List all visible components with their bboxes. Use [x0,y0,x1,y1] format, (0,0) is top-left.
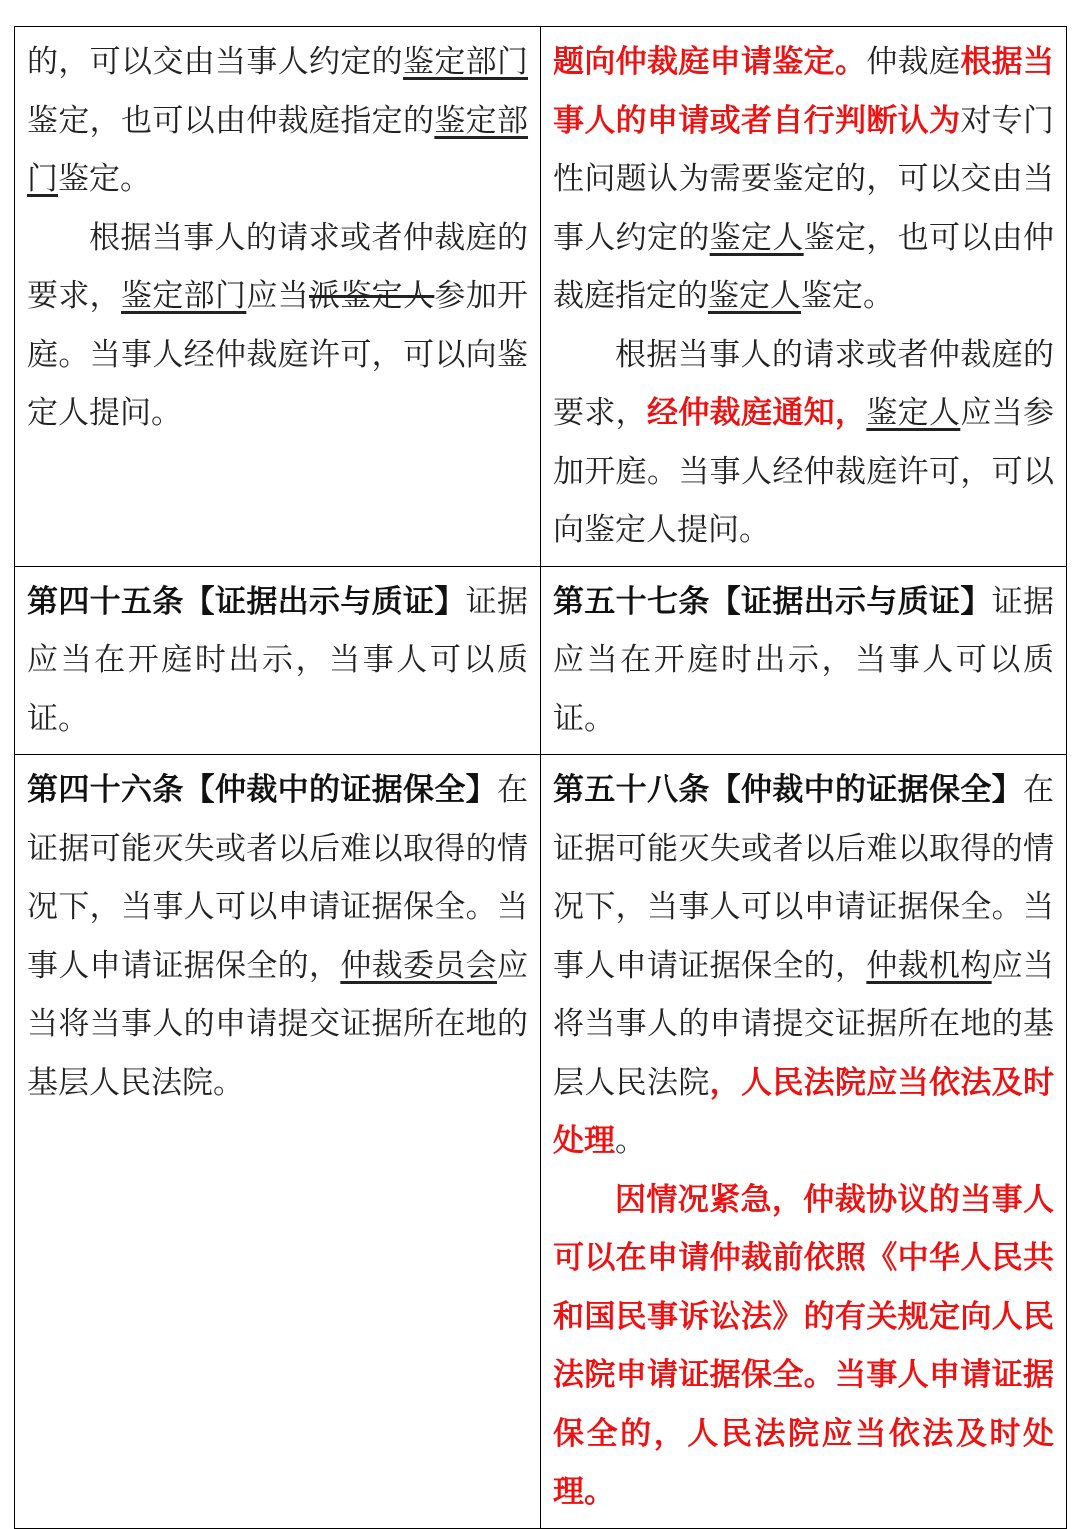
table-row [15,755,1067,1529]
underlined-text: 鉴定部门 [403,44,528,80]
text-run: 根据当事人的请求或者仲裁庭的要求， [27,219,528,314]
added-text: 因情况紧急，仲裁协议的当事人可以在申请仲裁前依照《中华人民共和国民事诉讼法》的有关规定向人民法院申请证据保全。当事人申请证据保全的，人民法院应当依法及时处理。 [553,1181,1054,1510]
text-run: 应当 [246,278,310,314]
underlined-text: 仲裁机构 [866,947,992,984]
old-paragraph [27,209,528,443]
underlined-text: 鉴定部门 [27,102,529,197]
old-text-cell [15,27,541,567]
comparison-table [14,26,1067,1529]
underlined-text: 鉴定部门 [121,278,247,314]
text-run: 根据当事人的请求或者仲裁庭的要求， [553,336,1054,431]
text-run: 仲裁庭 [866,44,961,80]
text-run: 对专门性问题认为需要鉴定的，可以交由当事人约定的 [553,102,1055,256]
text-run: 的，可以交由当事人约定的 [27,44,403,80]
old-article [27,573,528,749]
text-run: 证据应当在开庭时出示，当事人可以质证。 [27,583,529,737]
added-text: 题向仲裁庭申请鉴定。 [553,44,867,80]
table-row [15,27,1067,567]
new-text-cell [541,566,1067,755]
text-run: 应当将当事人的申请提交证据所在地的基层人民法院 [553,947,1055,1101]
added-text: ，人民法院应当依法及时处理 [553,1064,1055,1159]
underlined-text: 仲裁委员会 [340,947,498,984]
new-article [553,573,1054,749]
text-run: 鉴定，也可以由仲裁庭指定的 [553,219,1055,314]
article-heading: 第五十七条【证据出示与质证】 [553,583,992,620]
underlined-text: 鉴定人 [709,219,804,256]
new-paragraph [553,1171,1054,1522]
text-run: 参加开庭。当事人经仲裁庭许可，可以向鉴定人提问。 [27,278,529,431]
text-run: 。 [615,1123,646,1159]
deleted-text: 派鉴定人 [309,278,435,314]
article-heading: 第四十六条【仲裁中的证据保全】 [27,772,497,808]
underlined-text: 鉴定人 [866,395,961,431]
article-heading: 第五十八条【仲裁中的证据保全】 [553,772,1023,808]
text-run: 鉴定，也可以由仲裁庭指定的 [27,102,435,139]
article-heading: 第四十五条【证据出示与质证】 [27,583,466,620]
text-run: 证据应当在开庭时出示，当事人可以质证。 [553,583,1055,737]
new-article [553,761,1054,1171]
text-run: 鉴定。 [801,278,894,314]
added-text: 经仲裁庭通知， [647,395,867,431]
text-run: 应当将当事人的申请提交证据所在地的基层人民法院。 [27,947,529,1101]
table-row [15,566,1067,755]
old-text-cell [15,755,541,1529]
new-text-cell [541,755,1067,1529]
old-article [27,761,528,1112]
text-run: 在证据可能灭失或者以后难以取得的情况下，当事人可以申请证据保全。当事人申请证据保全的， [27,772,528,984]
text-run: 应当参加开庭。当事人经仲裁庭许可，可以向鉴定人提问。 [553,395,1055,548]
underlined-text: 鉴定人 [708,278,801,314]
text-run: 鉴定。 [58,161,151,197]
added-text: 根据当事人的申请或者自行判断认为 [553,44,1055,139]
new-paragraph [553,33,1054,326]
new-paragraph [553,326,1054,560]
new-text-cell [541,27,1067,567]
old-paragraph [27,33,528,209]
text-run: 在证据可能灭失或者以后难以取得的情况下，当事人可以申请证据保全。当事人申请证据保全的， [553,772,1054,984]
old-text-cell [15,566,541,755]
